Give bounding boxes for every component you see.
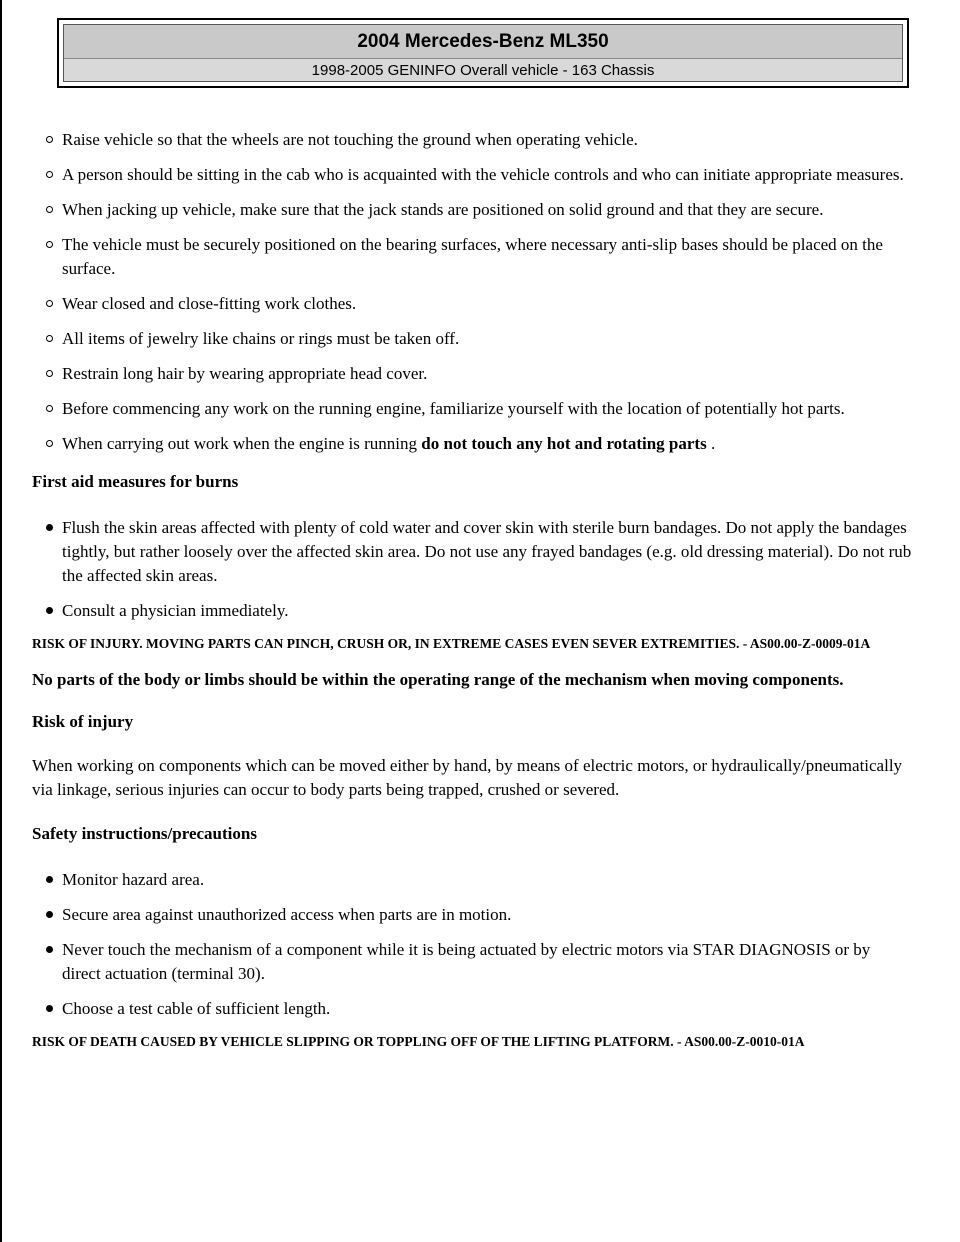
list-item: When jacking up vehicle, make sure that the jack stands are positioned on solid ground and that they are secure. — [32, 198, 912, 222]
list-item: Flush the skin areas affected with plenty of cold water and cover skin with sterile burn bandages. Do not apply the bandages tightly, but rather loosely over the affected skin area. Do not use any frayed bandages (e.g. old dressing material). Do not rub the affected skin areas. — [32, 516, 912, 588]
document-body — [32, 128, 912, 1066]
circle-bullet-icon — [46, 405, 53, 412]
section-heading-burns: First aid measures for burns — [32, 472, 239, 491]
circle-bullet-icon — [46, 171, 53, 178]
list-item: Before commencing any work on the running engine, familiarize yourself with the location of potentially hot parts. — [32, 397, 912, 421]
header-subtitle: 1998-2005 GENINFO Overall vehicle - 163 Chassis — [311, 61, 655, 79]
list-item: Monitor hazard area. — [32, 868, 912, 892]
disc-bullet-icon — [46, 946, 53, 953]
header-title: 2004 Mercedes-Benz ML350 — [64, 25, 902, 59]
disc-bullet-icon — [46, 911, 53, 918]
list-item: Restrain long hair by wearing appropriate head cover. — [32, 362, 912, 386]
circle-bullet-icon — [46, 206, 53, 213]
list-item: A person should be sitting in the cab who is acquainted with the vehicle controls and who can initiate appropriate measures. — [32, 163, 912, 187]
list-item: All items of jewelry like chains or rings must be taken off. — [32, 327, 912, 351]
precautions-list — [32, 128, 912, 456]
list-item: When carrying out work when the engine is running do not touch any hot and rotating parts . — [32, 432, 912, 456]
list-item: Consult a physician immediately. — [32, 599, 912, 623]
warning-heading-death: RISK OF DEATH CAUSED BY VEHICLE SLIPPING OR TOPPLING OFF OF THE LIFTING PLATFORM. - AS00.00-Z-0010-01A — [32, 1034, 805, 1049]
burns-list — [32, 516, 912, 623]
list-item: Secure area against unauthorized access when parts are in motion. — [32, 903, 912, 927]
circle-bullet-icon — [46, 440, 53, 447]
safety-list — [32, 868, 912, 1021]
list-item: The vehicle must be securely positioned on the bearing surfaces, where necessary anti-slip bases should be placed on the surface. — [32, 233, 912, 281]
risk-paragraph: When working on components which can be moved either by hand, by means of electric motors, or hydraulically/pneumatically via linkage, serious injuries can occur to body parts being trapped, crushed or severed. — [32, 756, 903, 799]
circle-bullet-icon — [46, 335, 53, 342]
circle-bullet-icon — [46, 136, 53, 143]
list-item: Choose a test cable of sufficient length. — [32, 997, 912, 1021]
section-heading-risk: Risk of injury — [32, 712, 134, 731]
disc-bullet-icon — [46, 524, 53, 531]
disc-bullet-icon — [46, 1005, 53, 1012]
document-header — [57, 18, 909, 88]
bold-notice: No parts of the body or limbs should be within the operating range of the mechanism when moving components. — [32, 670, 844, 689]
section-heading-safety: Safety instructions/precautions — [32, 824, 257, 843]
circle-bullet-icon — [46, 370, 53, 377]
disc-bullet-icon — [46, 876, 53, 883]
emphasis-text: do not touch any hot and rotating parts — [421, 434, 707, 453]
list-item: Wear closed and close-fitting work clothes. — [32, 292, 912, 316]
disc-bullet-icon — [46, 607, 53, 614]
list-item: Never touch the mechanism of a component while it is being actuated by electric motors via STAR DIAGNOSIS or by direct actuation (terminal 30). — [32, 938, 912, 986]
circle-bullet-icon — [46, 241, 53, 248]
list-item: Raise vehicle so that the wheels are not touching the ground when operating vehicle. — [32, 128, 912, 152]
page-frame-border — [0, 0, 2, 1242]
warning-heading-injury: RISK OF INJURY. MOVING PARTS CAN PINCH, CRUSH OR, IN EXTREME CASES EVEN SEVER EXTREMITIES. - AS00.00-Z-0009-01A — [32, 636, 871, 651]
circle-bullet-icon — [46, 300, 53, 307]
